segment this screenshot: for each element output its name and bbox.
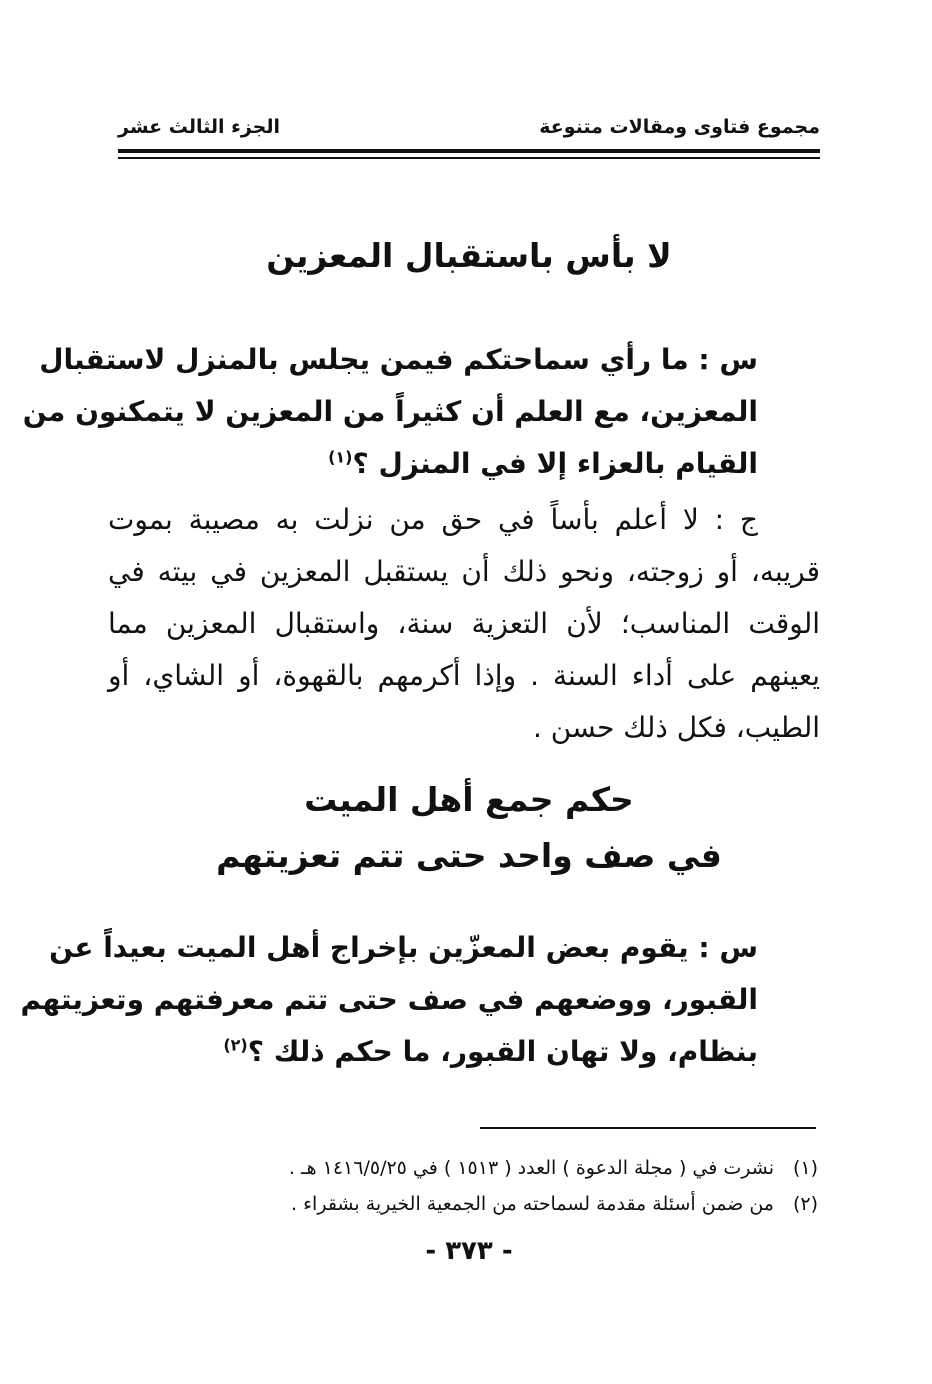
question-2-line [108,1026,758,1078]
header-rule-thin [118,157,820,159]
question-1-line: س : ما رأي سماحتكم فيمن يجلس بالمنزل لاستقبال [39,343,758,376]
question-2-line-text: بنظام، ولا تهان القبور، ما حكم ذلك ؟ [247,1035,758,1068]
header-rule-thick [118,149,820,153]
page-number: - ٣٧٣ - [425,1236,513,1266]
footnotes [118,1150,818,1222]
footnote-number: (١) [792,1157,818,1179]
footnote [118,1186,818,1222]
footnote-text: من ضمن أسئلة مقدمة لسماحته من الجمعية الخيرية بشقراء . [291,1193,774,1215]
answer-1-line: قريبه، أو زوجته، ونحو ذلك أن يستقبل المعزين في بيته في [108,555,820,588]
section-heading-2-line-2: في صف واحد حتى تتم تعزيتهم [216,836,722,875]
question-2-line: س : يقوم بعض المعزّين بإخراج أهل الميت بعيداً عن [49,931,758,964]
section-heading-1: لا بأس باستقبال المعزين [266,236,672,275]
question-1-line-text: القيام بالعزاء إلا في المنزل ؟ [352,447,758,480]
answer-1 [108,494,820,754]
footnote-text: نشرت في ( مجلة الدعوة ) العدد ( ١٥١٣ ) في ١٤١٦/٥/٢٥ هـ . [288,1157,774,1179]
question-1-line: المعزين، مع العلم أن كثيراً من المعزين لا يتمكنون من [22,395,758,428]
footnote-ref-1: (١) [328,447,353,467]
footnote-separator [480,1127,816,1129]
answer-1-line: الطيب، فكل ذلك حسن . [532,711,820,744]
answer-1-line: يعينهم على أداء السنة . وإذا أكرمهم بالقهوة، أو الشاي، أو [108,659,820,692]
footnote-number: (٢) [792,1193,818,1215]
footnote [118,1150,818,1186]
question-2 [20,922,820,1078]
volume-label: الجزء الثالث عشر [118,116,281,138]
question-2-line: القبور، ووضعهم في صف حتى تتم معرفتهم وتعزيتهم [20,983,758,1016]
running-header [118,116,820,146]
answer-1-line: الوقت المناسب؛ لأن التعزية سنة، واستقبال المعزين مما [108,607,820,640]
book-title: مجموع فتاوى ومقالات متنوعة [539,116,820,138]
section-heading-2-line-1: حكم جمع أهل الميت [304,780,634,819]
answer-1-line: ج : لا أعلم بأساً في حق من نزلت به مصيبة بموت [108,503,758,536]
question-1-line [108,438,758,490]
footnote-ref-2: (٢) [223,1035,248,1055]
question-1 [22,334,820,490]
